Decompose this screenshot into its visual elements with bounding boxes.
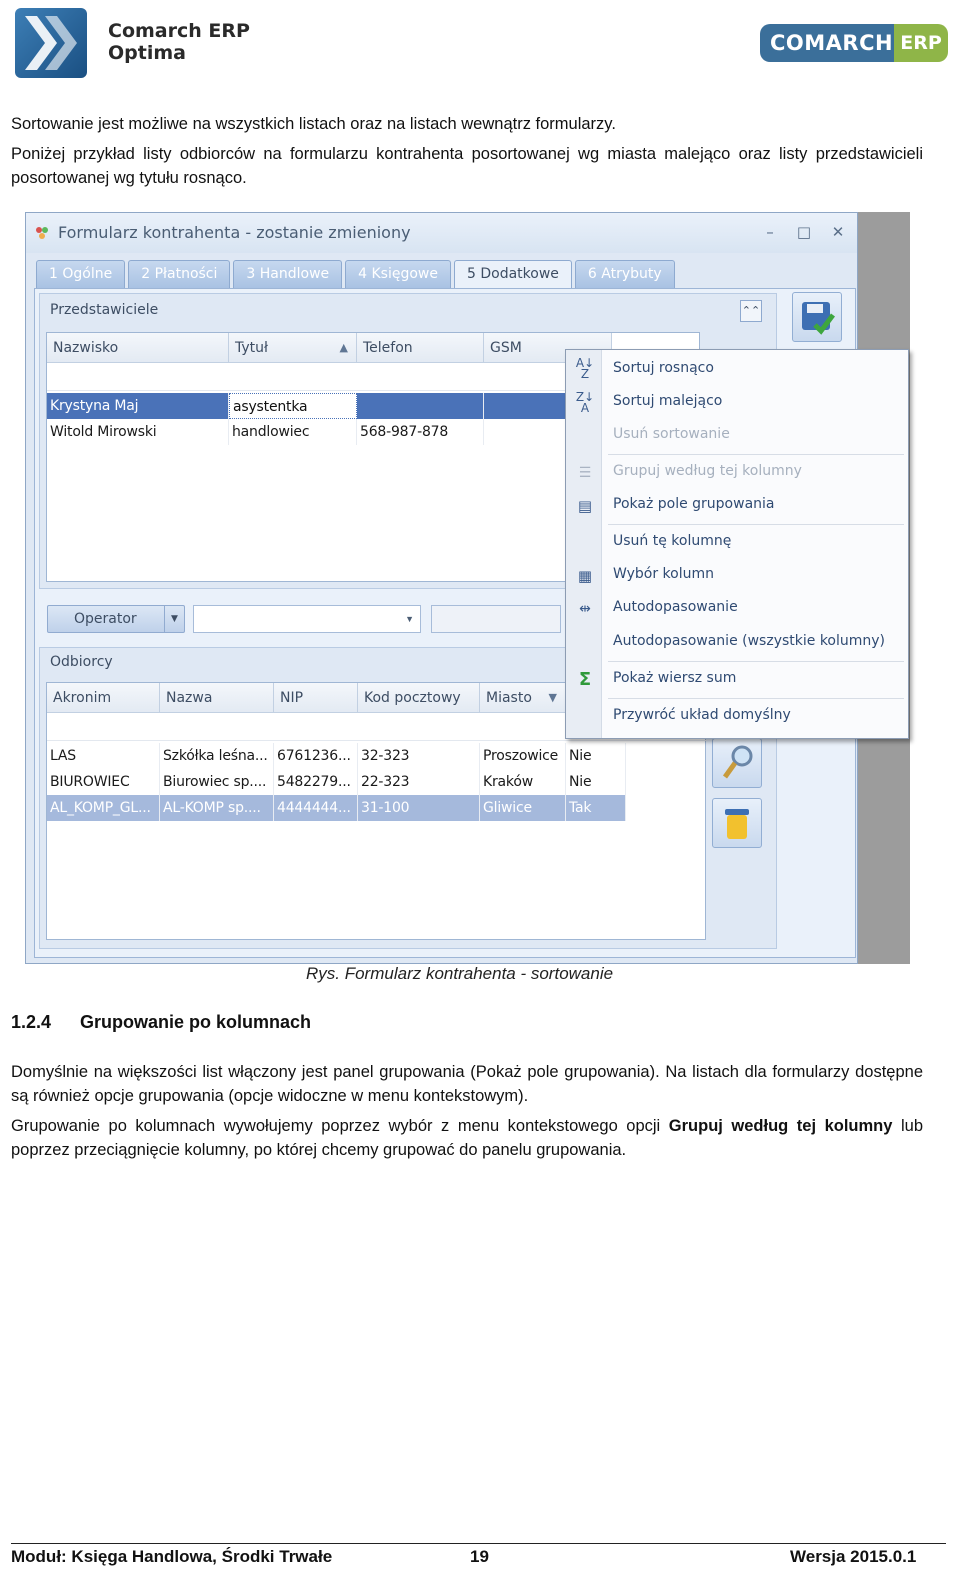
menu-item-group-by-column[interactable]: Grupuj według tej kolumny [613,463,802,479]
search-button[interactable] [712,738,762,788]
footer-version: Wersja 2015.0.1 [790,1547,917,1566]
brand-text: COMARCH [760,24,894,62]
column-chooser-icon: ▦ [577,567,593,585]
col-telefon[interactable]: Telefon [357,333,484,363]
tab-ksiegowe[interactable]: 4 Księgowe [345,260,451,288]
cell-acronym: AL_KOMP_GL... [47,795,160,821]
cell-name: Biurowiec sp.... [160,769,274,795]
cell-acronym: BIUROWIEC [47,769,160,795]
sum-icon: Σ [578,669,592,690]
section-heading [11,1012,311,1033]
footer-page-number: 19 [470,1547,489,1566]
footer-module: Moduł: Księga Handlowa, Środki Trwałe [11,1547,333,1566]
section-number: 1.2.4 [11,1012,52,1032]
intro-paragraph-1: Sortowanie jest możliwe na wszystkich listach oraz na listach wewnątrz formularzy. [11,115,616,133]
tab-dodatkowe[interactable]: 5 Dodatkowe [454,260,572,288]
comarch-erp-badge [760,24,948,62]
cell-zip: 22-323 [358,769,480,795]
table-row[interactable] [47,419,612,445]
minimize-button[interactable]: – [766,223,774,241]
col-gsm[interactable]: GSM [484,333,612,363]
menu-item-remove-column[interactable]: Usuń tę kolumnę [613,533,732,549]
table-row[interactable] [47,795,626,821]
menu-separator [608,524,904,525]
body-paragraph-2-post: lub poprzez przeciągnięcie kolumny, po której chcemy grupować do panelu grupowania. [11,1117,924,1159]
best-fit-icon: ⇹ [579,601,591,617]
product-name [108,20,250,64]
menu-item-show-grouping-panel[interactable]: Pokaż pole grupowania [613,496,775,512]
cell-title: handlowiec [229,419,357,445]
table-row[interactable] [47,769,626,795]
figure-caption: Rys. Formularz kontrahenta - sortowanie [306,964,614,983]
body-paragraph-2-bold: Grupuj według tej kolumny [668,1117,893,1135]
menu-item-best-fit-all[interactable]: Autodopasowanie (wszystkie kolumny) [613,633,886,649]
app-icon [34,225,50,241]
grouping-panel-icon: ▤ [577,497,593,515]
menu-separator [608,454,904,455]
operator-label: Operator [74,611,137,627]
receivers-title: Odbiorcy [50,654,113,670]
save-disk-icon [793,293,841,341]
cell-acronym: LAS [47,743,160,769]
collapse-toggle-icon[interactable]: ⌃⌃ [740,300,762,322]
section-title: Grupowanie po kolumnach [80,1012,312,1032]
receivers-header [47,683,626,713]
contractor-form-window [25,212,886,964]
cell-name: Szkółka leśna... [160,743,274,769]
col-akronim[interactable]: Akronim [47,683,160,713]
menu-item-restore-default-layout[interactable]: Przywróć układ domyślny [613,707,791,723]
cell-flag: Tak [566,795,626,821]
operator-name-field[interactable] [431,605,561,633]
sort-ascending-arrow-icon: ▲ [339,341,348,354]
representatives-header [47,333,612,363]
comarch-logo [15,8,87,78]
cell-city: Proszowice [480,743,566,769]
save-button[interactable] [792,292,842,342]
tab-atrybuty[interactable]: 6 Atrybuty [575,260,675,288]
cell-zip: 31-100 [358,795,480,821]
close-button[interactable]: ✕ [831,223,845,241]
col-nip[interactable]: NIP [274,683,358,713]
product-name-line1: Comarch ERP [108,20,250,42]
cell-name: Krystyna Maj [47,393,229,419]
col-nazwisko[interactable]: Nazwisko [47,333,229,363]
cell-flag: Nie [566,769,626,795]
menu-separator [608,661,904,662]
chevron-logo-icon [15,8,87,78]
operator-combo[interactable] [193,605,421,633]
intro-paragraph-2: Poniżej przykład listy odbiorców na formularzu kontrahenta posortowanej wg miasta malejąco oraz listy przedstawicieli posortowanej wg tytułu rosnąco. [11,145,923,187]
menu-item-sort-descending[interactable]: Sortuj malejąco [613,393,723,409]
operator-dropdown[interactable] [47,605,185,633]
table-row[interactable] [47,390,612,419]
chevron-down-icon: ▼ [164,606,184,632]
tab-handlowe[interactable]: 3 Handlowe [233,260,342,288]
delete-button[interactable] [712,798,762,848]
body-paragraph-2-pre: Grupowanie po kolumnach wywołujemy poprzez wybór z menu kontekstowego opcji [11,1117,669,1135]
magnifier-icon [713,739,761,787]
menu-item-show-sum-row[interactable]: Pokaż wiersz sum [613,670,737,686]
group-by-icon: ☰ [578,465,592,481]
tab-ogolne[interactable]: 1 Ogólne [36,260,125,288]
cell-nip: 4444444... [274,795,358,821]
cell-city: Gliwice [480,795,566,821]
screenshot-figure [25,212,910,964]
tab-strip [36,260,675,288]
menu-item-remove-sort[interactable]: Usuń sortowanie [613,426,730,442]
chevron-down-icon: ▼ [405,614,414,624]
window-titlebar [26,213,857,253]
cell-name: Witold Mirowski [47,419,229,445]
cell-phone: 568-987-878 [357,419,484,445]
product-name-line2: Optima [108,42,186,64]
menu-separator [608,698,904,699]
sort-ascending-icon: A↓ Z [575,356,595,381]
cell-name: AL-KOMP sp.... [160,795,274,821]
col-tytul-label: Tytuł [235,340,268,356]
table-row[interactable] [47,743,626,769]
sort-descending-icon: Z↓ A [575,390,595,415]
cell-city: Kraków [480,769,566,795]
body-paragraph-1: Domyślnie na większości list włączony jest panel grupowania (Pokaż pole grupowania). Na listach dla formularzy dostępne są również opcje grupowania (opcje widoczne w menu kontekstowym). [11,1063,923,1105]
menu-item-sort-ascending[interactable]: Sortuj rosnąco [613,360,714,376]
trash-bin-icon [713,799,761,847]
col-nazwa[interactable]: Nazwa [160,683,274,713]
window-title: Formularz kontrahenta - zostanie zmieniony [58,223,411,242]
brand-suffix: ERP [894,24,948,62]
col-kod-pocztowy[interactable]: Kod pocztowy [358,683,480,713]
menu-item-best-fit[interactable]: Autodopasowanie [613,599,738,615]
tab-platnosci[interactable]: 2 Płatności [128,260,230,288]
representatives-title: Przedstawiciele [50,302,159,318]
cell-nip: 5482279... [274,769,358,795]
maximize-button[interactable]: □ [796,223,812,241]
body-paragraph-2 [11,1114,923,1162]
col-miasto-label: Miasto [486,690,532,706]
context-menu [565,349,909,739]
cell-nip: 6761236... [274,743,358,769]
cell-title: asystentka [229,393,357,419]
cell-zip: 32-323 [358,743,480,769]
menu-item-column-chooser[interactable]: Wybór kolumn [613,566,714,582]
cell-flag: Nie [566,743,626,769]
col-tytul[interactable] [229,333,357,363]
footer-rule [11,1543,946,1544]
cell-phone [357,393,484,419]
sort-descending-arrow-icon: ▼ [548,691,557,704]
col-miasto[interactable] [480,683,566,713]
